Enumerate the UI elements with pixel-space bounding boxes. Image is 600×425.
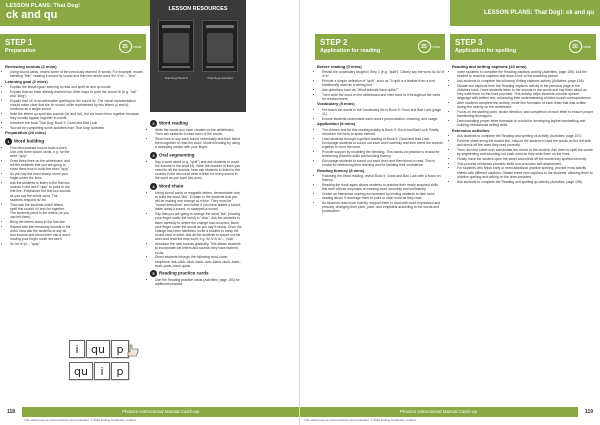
step1-time <box>119 40 141 53</box>
list-item: • Dictate two captions from the Reading captions activity in the previous page in the Activities book. Have students listen to the sounds in the words and say them aloud as they write them on the lines provided. This activity helps students connect spoken language with written text, enhancing their understanding of letter-sound correspondence. <box>457 84 594 101</box>
footer-title: Phonics Instructional Manual Catch-up <box>400 409 478 414</box>
bullet-list <box>150 128 242 150</box>
copyright-note: This sheet may be photocopied by the purchaser. © 2024 Dolling Kindersley Limited <box>304 418 416 422</box>
clock-icon: 25 <box>418 40 431 53</box>
right-footer <box>300 407 600 425</box>
letter-card: qu <box>86 340 110 358</box>
bullet-list <box>452 70 594 128</box>
bullet-list <box>317 174 445 214</box>
step2-mins: mins <box>431 44 440 49</box>
lesson-resources-box <box>150 0 246 112</box>
list-item: • Using sound cards or magnetic letters, demonstrate how to build the word "lick". Explain to the students that you will be making one change at a time. They must be "sound detectives" and notice if you have added a sound, taken away a sound, or swapped a sound. <box>155 191 242 212</box>
number-badge: 5 <box>150 270 157 277</box>
list-item: • Ensure students understand each word's pronunciation, meaning, and usage. <box>322 117 445 121</box>
list-item: • Bring the letters down to the first line. <box>10 220 71 224</box>
list-item: • Revisit the vocabulary taught in Step 1 (e.g. "quilt"). Clearly say the word /k/ /w/ /i/ /l/ /t/. <box>322 70 445 78</box>
list-item: • The chosen text for this reading activity is Book 9: Good and Bad Luck. Briefly introduce the book to spark interest. <box>322 128 445 136</box>
list-item: • Invite students to complete the Reading captions activity (Activities, page 155). Ask the student to read the captions and draw a line to the matching picture. <box>457 70 594 78</box>
bullet-list <box>150 191 242 268</box>
list-item: • Explain the lesson goal: learning to read and spell ck and qu words. <box>10 85 143 89</box>
step3-subtitle: Application for spelling <box>455 48 517 54</box>
practice-cards-heading: Reading practice cards <box>159 270 209 276</box>
numbered-heading <box>150 120 242 127</box>
activities-cover <box>202 20 238 72</box>
list-item: • Introduce the book That Dog! Book 9: Good and Bad Luck <box>10 121 143 125</box>
bullet-list <box>317 128 445 168</box>
letter-card: p <box>111 362 129 380</box>
list-item: • Ask students to complete the following Writing captions activity (Activities, page 156). <box>457 79 594 83</box>
list-item: • Focus on the starting point, stroke direction, and completion of each letter to ensure proper handwriting techniques. <box>457 110 594 118</box>
bullet-list <box>452 134 594 184</box>
step2-subtitle: Application for reading <box>320 48 381 54</box>
left-column-2 <box>150 118 242 287</box>
copyright-note: This sheet may be photocopied by the purchaser. © 2024 Dolling Kindersley Limited <box>24 418 136 422</box>
list-item: • Provide a simple definition of "quilt", such as "A quilt is a feather from a bird, traditionally used as a writing tool." <box>322 79 445 87</box>
bullet-list <box>150 160 242 181</box>
section-heading: Learning goal (2 mins) <box>5 78 48 84</box>
activities-caption: That Dog! Activities <box>207 76 233 80</box>
right-column-2 <box>452 63 594 184</box>
book-caption: That Dog! Book 9 <box>164 76 188 80</box>
list-item: • Explain that 'ck' is an alternative spelling for the sound /k/. The visual representation should make clear that the /k/ sound, while represented by two letters (c and k), functions as a single sound. <box>10 99 143 112</box>
right-header <box>450 0 600 26</box>
list-item: • This process reinforces phonetic skills and promotes self-assessment. <box>457 162 594 166</box>
list-item: • Demonstrating proper letter formation is crucial for developing legible handwriting and building foundational writing skills. <box>457 119 594 127</box>
list-item: • Explain that we have already learned two other ways to spell the sound /k/ (e.g. "cat" and "king"). <box>10 90 143 98</box>
list-item: • /k/ /w/ /i/ /p/ – "quip". <box>10 242 71 246</box>
list-item: • Ask questions such as "What animals have quills?" <box>322 88 445 92</box>
oral-segmenting-heading: Oral segmenting <box>159 152 195 158</box>
list-item: • Say a word aloud (e.g. "quilt") and ask students to count the sounds in the word (4). Write the number of lines you need for all the sounds. Now ask students to listen to the sounds in the word and write a letter for every sound in the word as you spell this word. <box>155 160 242 181</box>
list-item: • Then, turn the sheet over and dictate the words to the student. Ask them to spell the words by segmenting and sounding out each word as they write them on the lines. <box>457 148 594 156</box>
footer-bar <box>22 407 300 417</box>
list-item: • Ask students to complete the Reading and spelling qu activity (Activities, page 158). <box>457 180 594 184</box>
page-number: 118 <box>6 409 16 415</box>
left-column-1 <box>5 63 143 247</box>
list-item: • Finally, have the student open the sheet and check off the words they spelled correctly. <box>457 157 594 161</box>
bullet-list <box>150 278 242 286</box>
step1-mins: mins <box>132 44 141 49</box>
step1-bar <box>0 34 146 60</box>
list-item: • Then ask the students which letters spell this sound: /k/ and /w/ together. The students point to the letters (or you can tell them). <box>10 203 71 220</box>
list-item: • Then write the word on the whiteboard and refer back to it throughout the week for reinforcement. <box>322 93 445 101</box>
step1-subtitle: Preparation <box>5 48 36 54</box>
step2-bar <box>315 34 445 60</box>
list-item: • You will be completing some activities from That Dog! Activities <box>10 126 143 130</box>
section-heading: Extension activities <box>452 127 490 133</box>
list-item: • First demonstrate how to build a word. Use only three sound cards, e.g. for the word "quip". <box>10 146 71 159</box>
letter-card: i <box>69 340 85 358</box>
number-badge: 3 <box>150 152 157 159</box>
letter-card: i <box>94 362 110 380</box>
list-item: • Introduce the new sounds gradually. This allows students to incorporate the letters and sounds they have learned so far. <box>155 242 242 255</box>
bullet-list <box>5 146 71 247</box>
list-item: • Create an interactive reading environment by inviting students to take turns reading aloud. Encourage them to point to each word as they read. <box>322 192 445 200</box>
left-header <box>0 0 150 26</box>
clock-icon: 20 <box>569 40 582 53</box>
bullet-list <box>317 108 445 121</box>
section-heading: Reviewing sounds (3 mins) <box>5 63 57 69</box>
book-cover <box>158 20 194 72</box>
word-chain-heading: Word chain <box>159 183 184 189</box>
number-badge: 4 <box>150 183 157 190</box>
number-badge: 2 <box>150 120 157 127</box>
section-heading: Reading fluency (8 mins) <box>317 167 365 173</box>
list-item: • Ask students to complete the Reading and spelling ck activity (Activities, page 157). <box>457 134 594 138</box>
list-item: • As students read more fluently, support them to read with more expression and prosody, changing their pitch, pace, and emphasis according to the words and punctuation. <box>322 201 445 214</box>
numbered-heading <box>5 138 143 145</box>
list-item: • Note the letters qu spell two sounds (/k/ and /w/), but we teach them together because they usually appear together in words. <box>10 112 143 120</box>
list-item: • Write the words you have created on the whiteboard. Then ask students to read each of the words. <box>155 128 242 136</box>
footer-title: Phonics Instructional Manual Catch-up <box>122 409 200 414</box>
step3-label: STEP 3 <box>455 38 483 47</box>
list-item: • Reading the book again allows students to practice their newly acquired skills, this time with an emphasis on reading more smoothly and confidently. <box>322 183 445 191</box>
list-item: • As you say the word slowly, move your finger under the lines. <box>10 172 71 180</box>
list-item: • Fold the sheet along the dotted line. Instruct the student to read the words on the left side and check off the ones they read correctly. <box>457 139 594 147</box>
left-footer <box>0 407 300 425</box>
section-heading: Preparation (20 mins) <box>5 130 46 136</box>
bullet-list <box>5 85 143 130</box>
word-building-heading: Word building <box>14 138 45 144</box>
list-item: • After students complete the activity, model the formation of each letter that was written during the activity on the whiteboard. <box>457 101 594 109</box>
bullet-list <box>5 70 143 78</box>
step1-label: STEP 1 <box>5 38 33 47</box>
step3-bar <box>450 34 596 60</box>
section-heading: Before reading (3 mins) <box>317 63 362 69</box>
list-item: • Repeat with the remaining sounds in the word. Now ask the students to say all four sounds and blend them into a word, moving your finger under the word. <box>10 225 71 242</box>
clock-icon: 25 <box>119 40 132 53</box>
list-item: • Direct students through the following word-chain sequence: lick–click–deck–back–luck–black–duck–back–buck–pack–track–quick. <box>155 255 242 268</box>
list-item: • Say that you are going to change the word "lick" (moving your finger under the word) to "click". Ask the students to listen carefully to where the change has occurred. Move your finger under the words as you say it slowly. Once the change has been identified, invite a student to swap the sound card or letter. Ask all the students to sound out the word and read the new word, e.g. /k/ /l/ /i/ /k/ – "click". <box>155 212 242 241</box>
numbered-heading <box>150 270 242 277</box>
word-reading-heading: Word reading <box>159 120 188 126</box>
section-heading: Reading and writing captions (20 mins) <box>452 63 527 69</box>
list-item: • Show how to say each sound individually and then blend them together to read the word. Model blending by using a sweeping motion with your finger. <box>155 137 242 150</box>
page-number: 119 <box>584 409 594 415</box>
right-column-1 <box>317 63 445 214</box>
letter-card: qu <box>69 362 93 380</box>
list-item: • Use the Reading practice cards (Activities, page 154) for additional practice. <box>155 278 242 286</box>
step2-time <box>418 40 440 53</box>
lesson-title: ck and qu <box>6 9 58 21</box>
section-heading: Application (8 mins) <box>317 121 356 127</box>
footer-bar <box>300 407 578 417</box>
list-item: • For students who finish early or need additional practice spelling, provide extra activity sheets with different captions. Dictate these new captions to the students, allowing them to practice spelling and writing on the lines provided. <box>457 166 594 179</box>
list-item: • Encourage students to sound out each word and then blend to read. This is crucial for reinforcing their learning and for building their confidence. <box>322 159 445 167</box>
number-badge: 1 <box>5 138 12 145</box>
numbered-heading <box>150 152 242 159</box>
right-page <box>300 0 600 425</box>
list-item: • Provide support by modeling the blending. This hands-on practice is crucial for reinforcing phonetic skills and building fluency. <box>322 150 445 158</box>
resources-title: LESSON RESOURCES <box>168 6 228 12</box>
list-item: • Using sound cards, review some of the previously learned th words. For example, model blending "thin": reading it sound by sound and then the whole word /th/ /i/ /n/ – "thin". <box>10 70 143 78</box>
bullet-list <box>317 70 445 101</box>
step3-mins: mins <box>582 44 591 49</box>
list-item: • Following the initial reading, revisit Book 9: Good and Bad Luck with a focus on fluency. <box>322 174 445 182</box>
lesson-header: LESSON PLANS: That Dog!: ck and qu <box>483 10 594 16</box>
list-item: • Lead students through a guided reading of Book 9: Good and Bad Luck. Encourage students to sound out each word carefully and then blend the sounds together to form the word. <box>322 137 445 150</box>
pointing-hand-icon <box>127 344 139 358</box>
step3-time <box>569 40 591 53</box>
lesson-eyebrow: LESSON PLANS: That Dog! <box>6 3 81 9</box>
letter-card: p <box>111 340 129 358</box>
step2-label: STEP 2 <box>320 38 348 47</box>
list-item: • Ask the students to listen to the first two sounds in the word "quip" to point to the first line. Emphasize the first two sounds as you say the whole word. The students respond /k/ /w/. <box>10 181 71 202</box>
section-heading: Vocabulary (5 mins) <box>317 101 355 107</box>
list-item: • Draw three lines on the whiteboard, and tell the students that you are going to show them how to build the word "quip". <box>10 159 71 172</box>
numbered-heading <box>150 183 242 190</box>
list-item: • Pre-teach the words in the Vocabulary list in Book 9: Good and Bad Luck (page 11). <box>322 108 445 116</box>
